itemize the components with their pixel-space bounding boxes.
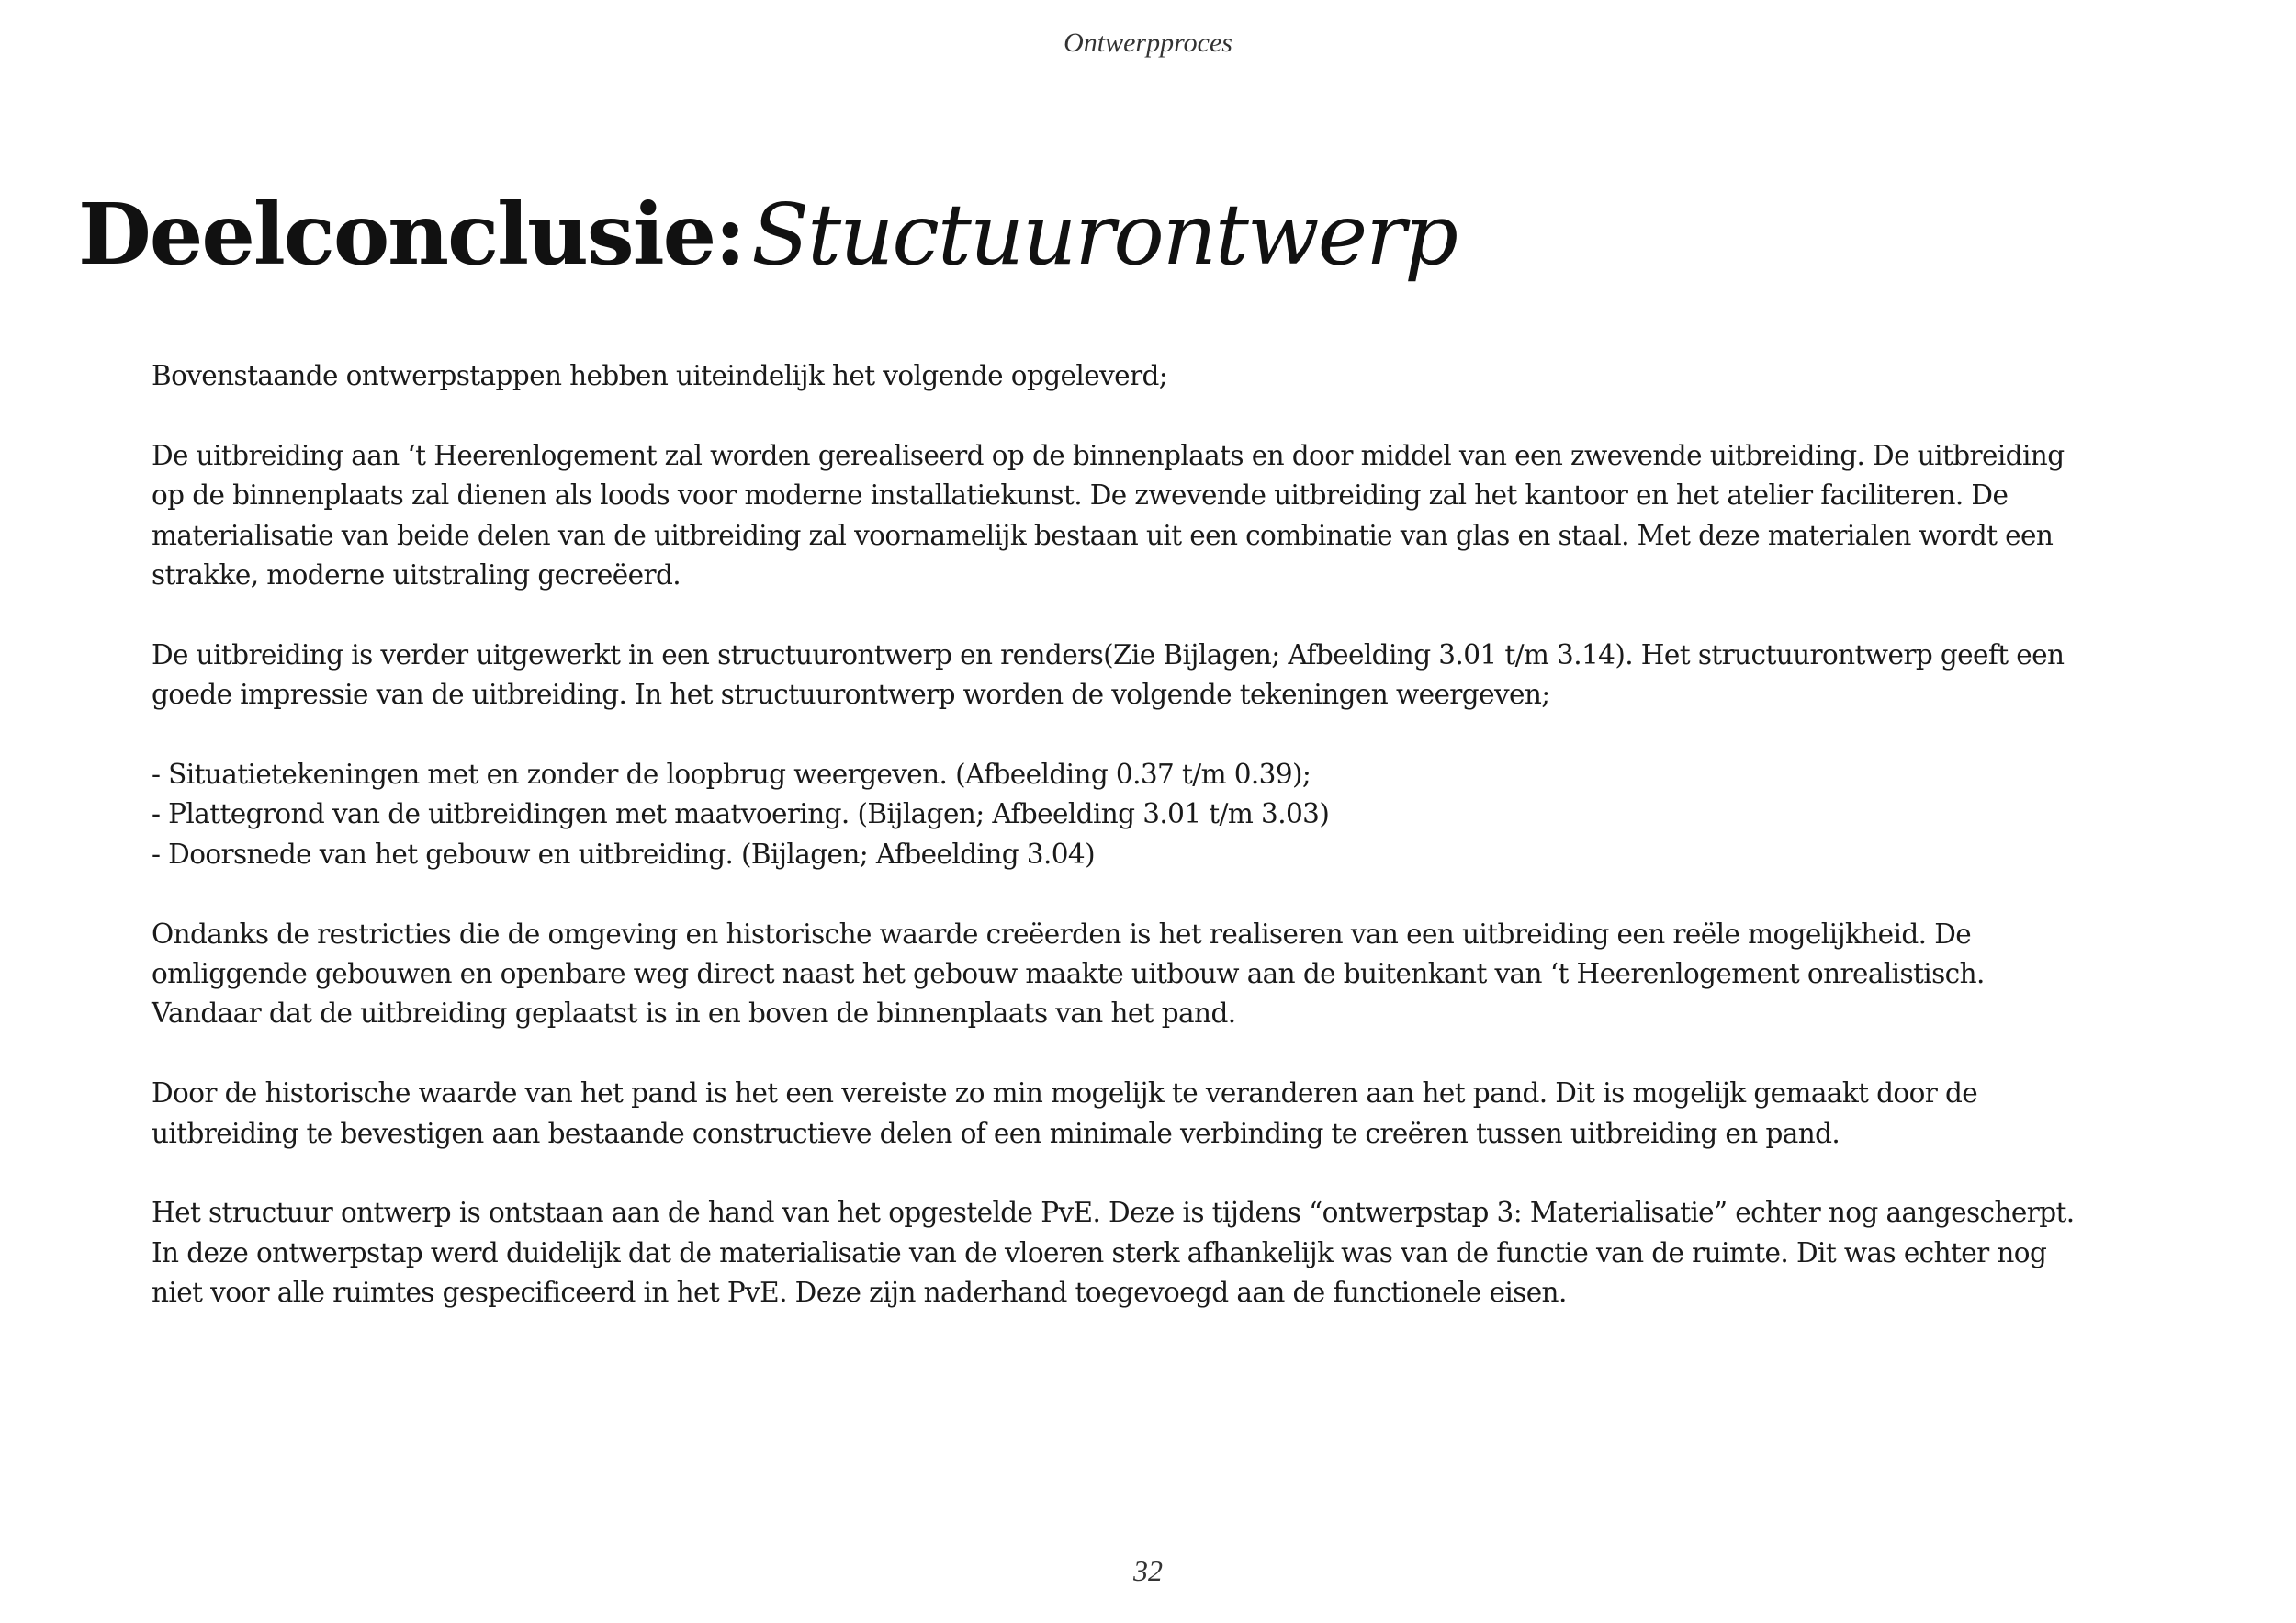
list-item: - Plattegrond van de uitbreidingen met maatvoering. (Bijlagen; Afbeelding 3.01 t/m 3.03): [152, 798, 1330, 830]
list-item: - Situatietekeningen met en zonder de loopbrug weergeven. (Afbeelding 0.37 t/m 0.39);: [152, 759, 1311, 791]
page-title: [78, 179, 1457, 290]
paragraph-historic-value: Door de historische waarde van het pand is het een vereiste zo min mogelijk te veranderen aan het pand. Dit is mogelijk gemaakt door de uitbreiding te bevestigen aan bestaande constructieve delen of een minimale verbinding te creëren tussen uitbreiding en pand.: [152, 1077, 1978, 1149]
list-item: - Doorsnede van het gebouw en uitbreiding. (Bijlagen; Afbeelding 3.04): [152, 838, 1095, 870]
page-title-italic: Stuctuurontwerp: [751, 186, 1458, 284]
body-text: [152, 356, 2099, 1353]
paragraph-structure-design: De uitbreiding is verder uitgewerkt in een structuurontwerp en renders(Zie Bijlagen; Afbeelding 3.01 t/m 3.14). Het structuurontwerp geeft een goede impressie van de uitbreiding. In het structuurontwerp worden de volgende tekeningen weergeven;: [152, 638, 2065, 711]
paragraph-restrictions: Ondanks de restricties die de omgeving en historische waarde creëerden is het realiseren van een uitbreiding een reële mogelijkheid. De omliggende gebouwen en openbare weg direct naast het gebouw maakte uitbouw aan de buitenkant van ‘t Heerenlogement onrealistisch. Vandaar dat de uitbreiding geplaatst is in en boven de binnenplaats van het pand.: [152, 918, 1985, 1030]
running-header: Ontwerpproces: [1064, 28, 1232, 58]
page-number: 32: [1133, 1554, 1163, 1587]
drawings-list: [152, 755, 2099, 874]
paragraph-extension-description: De uitbreiding aan ‘t Heerenlogement zal worden gerealiseerd op de binnenplaats en door middel van een zwevende uitbreiding. De uitbreiding op de binnenplaats zal dienen als loods voor moderne installatiekunst. De zwevende uitbreiding zal het kantoor en het atelier faciliteren. De materialisatie van beide delen van de uitbreiding zal voornamelijk bestaan uit een combinatie van glas en staal. Met deze materialen wordt een strakke, moderne uitstraling gecreëerd.: [152, 439, 2065, 592]
paragraph-pve: Het structuur ontwerp is ontstaan aan de hand van het opgestelde PvE. Deze is tijdens “ontwerpstap 3: Materialisatie” echter nog aangescherpt. In deze ontwerpstap werd duidelijk dat de materialisatie van de vloeren sterk afhankelijk was van de functie van de ruimte. Dit was echter nog niet voor alle ruimtes gespecificeerd in het PvE. Deze zijn naderhand toegevoegd aan de functionele eisen.: [152, 1197, 2075, 1309]
intro-paragraph: Bovenstaande ontwerpstappen hebben uiteindelijk het volgende opgeleverd;: [152, 360, 1168, 391]
page-title-bold: Deelconclusie:: [78, 185, 745, 284]
